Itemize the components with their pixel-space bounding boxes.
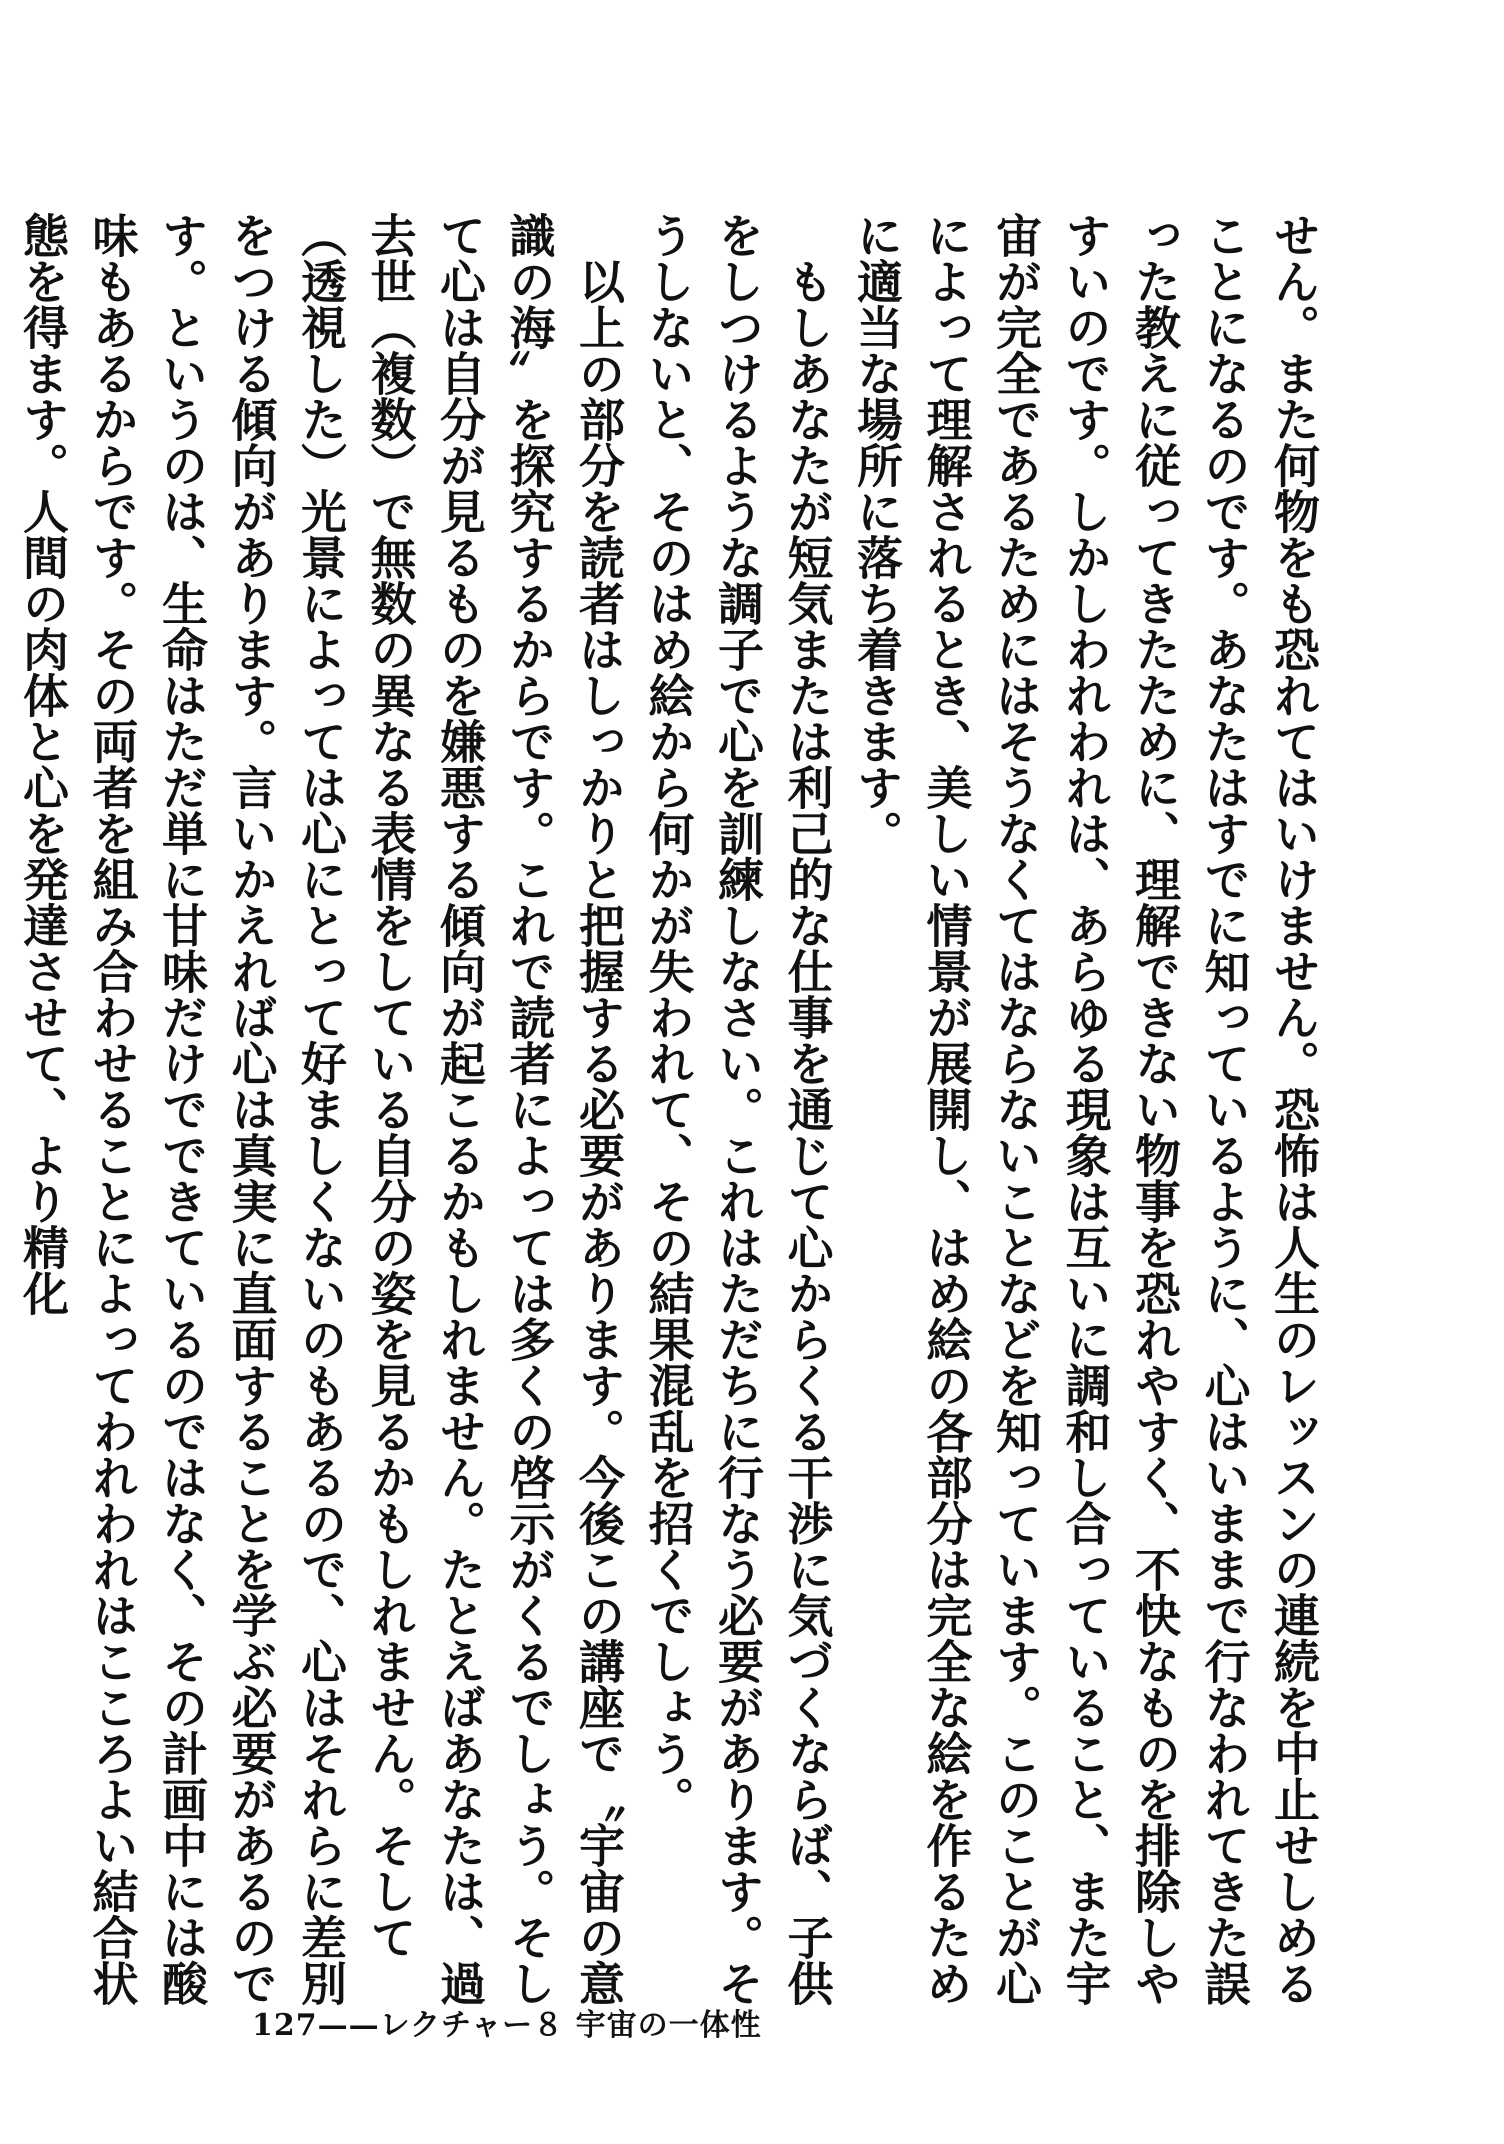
paragraph-1: せん。また何物をも恐れてはいけません。恐怖は人生のレッスンの連続を中止せしめることになるのです。あなたはすでに知っているように、心はいままで行なわれてきた誤った教えに従ってきたために、理解できない物事を恐れやすく、不快なものを排除しやすいのです。しかしわれわれは、あらゆる現象は互いに調和し合っていること、また宇宙が完全であるためにはそうなくてはならないことなどを知っています。このことが心によって理解されるとき、美しい情景が展開し、はめ絵の各部分は完全な絵を作るために適当な場所に落ち着きます。 bbox=[850, 212, 1321, 2006]
footer-dash: —— bbox=[317, 2008, 380, 2043]
page-number: 127 bbox=[252, 2008, 318, 2043]
paragraph-3: 以上の部分を読者はしっかりと把握する必要があります。今後この講座で〝宇宙の意識の海〟を探究するからです。これで読者によっては多くの啓示がくるでしょう。そして心は自分が見るものを嫌悪する傾向が起こるかもしれません。たとえばあなたは、過去世（複数）で無数の異なる表情をしている自分の姿を見るかもしれません。そして（透視した）光景によっては心にとって好ましくないのもあるので、心はそれらに差別をつける傾向があります。言いかえれば心は真実に直面することを学ぶ必要があるのです。というのは、生命はただ単に甘味だけでできているのではなく、その計画中には酸味もあるからです。その両者を組み合わせることによってわれわれはこころよい結合状態を得ます。人間の肉体と心を発達させて、より精化 bbox=[16, 212, 626, 2006]
paragraph-2: もしあなたが短気または利己的な仕事を通じて心からくる干渉に気づくならば、子供をしつけるような調子で心を訓練しなさい。これはただちに行なう必要があります。そうしないと、そのはめ絵から何かが失われて、その結果混乱を招くでしょう。 bbox=[641, 212, 835, 2006]
page-footer bbox=[252, 2000, 762, 2044]
running-title: レクチャー８ 宇宙の一体性 bbox=[379, 2008, 762, 2043]
vertical-body-text bbox=[16, 212, 1328, 2022]
